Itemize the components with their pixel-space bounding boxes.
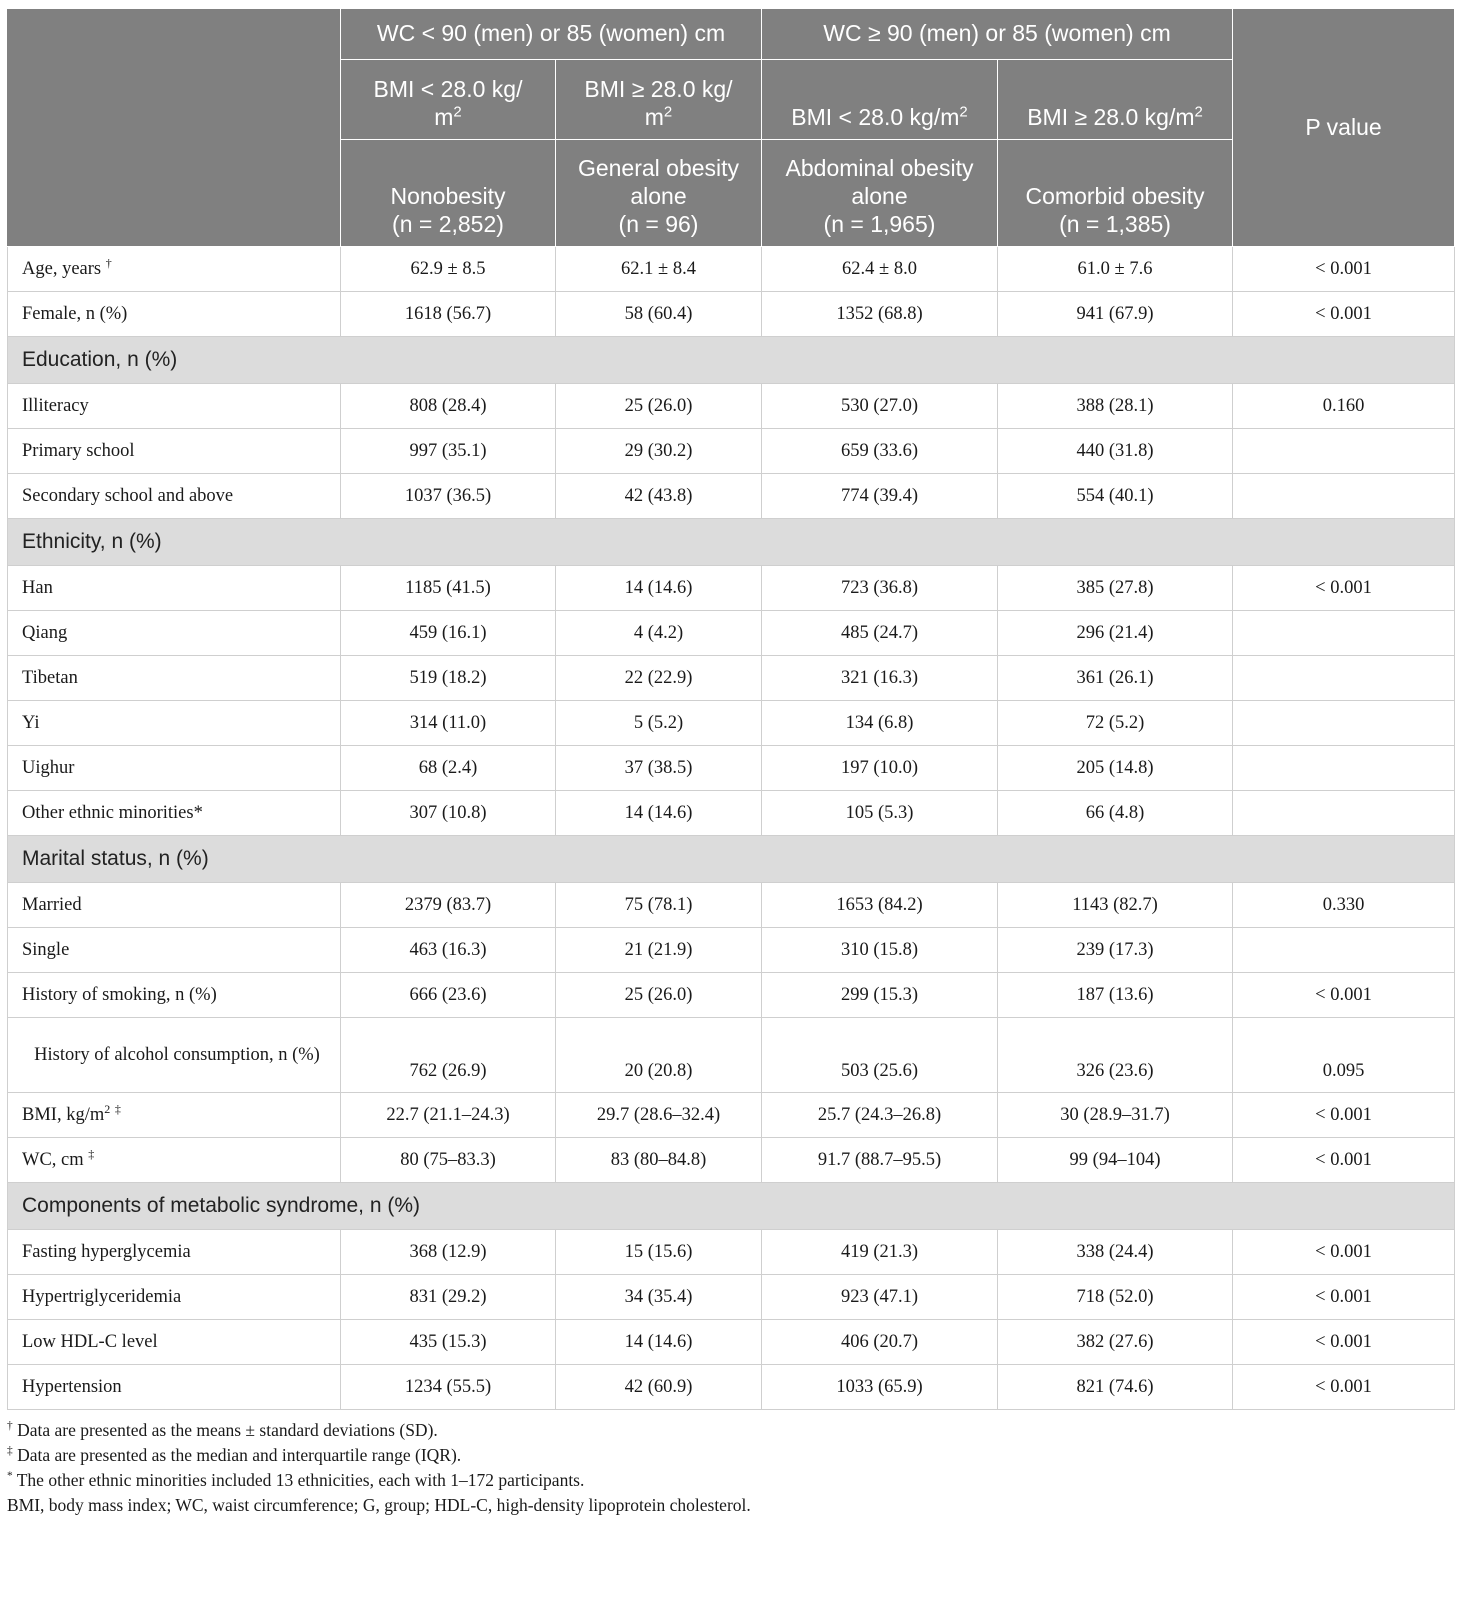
cell: 30 (28.9–31.7): [998, 1093, 1233, 1138]
cell: 61.0 ± 7.6: [998, 247, 1233, 292]
row-label: BMI, $kg/m^2$ ‡: [8, 1093, 341, 1138]
cell: 25 (26.0): [556, 973, 762, 1018]
table-row: [8, 701, 1455, 746]
table-row: [8, 1275, 1455, 1320]
cell: 485 (24.7): [762, 611, 998, 656]
cell: 503 (25.6): [762, 1018, 998, 1093]
p-cell: [1233, 928, 1455, 973]
p-cell: [1233, 701, 1455, 746]
cell: 459 (16.1): [341, 611, 556, 656]
cell: 1185 (41.5): [341, 566, 556, 611]
cell: 923 (47.1): [762, 1275, 998, 1320]
cell: 105 (5.3): [762, 791, 998, 836]
cell: 4 (4.2): [556, 611, 762, 656]
cell: 440 (31.8): [998, 429, 1233, 474]
table-row: [8, 973, 1455, 1018]
cell: 25 (26.0): [556, 384, 762, 429]
cell: 205 (14.8): [998, 746, 1233, 791]
header-p-value: P value: [1233, 9, 1455, 247]
table-footnotes: [7, 1418, 1454, 1518]
table-row: [8, 611, 1455, 656]
cell: 1033 (65.9): [762, 1365, 998, 1410]
table-row: [8, 791, 1455, 836]
row-label: Hypertriglyceridemia: [8, 1275, 341, 1320]
cell: 62.9 ± 8.5: [341, 247, 556, 292]
p-cell: < 0.001: [1233, 1320, 1455, 1365]
p-cell: < 0.001: [1233, 1230, 1455, 1275]
header-wc-low: WC < 90 (men) or 85 (women) cm: [341, 9, 762, 60]
cell: 314 (11.0): [341, 701, 556, 746]
row-label: Hypertension: [8, 1365, 341, 1410]
row-label: Tibetan: [8, 656, 341, 701]
section-title: Marital status, n (%): [8, 836, 1455, 883]
table-figure: [7, 8, 1454, 1518]
cell: 34 (35.4): [556, 1275, 762, 1320]
row-label: Single: [8, 928, 341, 973]
cell: 774 (39.4): [762, 474, 998, 519]
cell: 29.7 (28.6–32.4): [556, 1093, 762, 1138]
header-bmi-high-a: BMI ≥ 28.0 kg/ $m^2$: [556, 60, 762, 140]
p-cell: < 0.001: [1233, 1093, 1455, 1138]
cell: 723 (36.8): [762, 566, 998, 611]
row-label: Yi: [8, 701, 341, 746]
cell: 2379 (83.7): [341, 883, 556, 928]
cell: 187 (13.6): [998, 973, 1233, 1018]
p-cell: [1233, 429, 1455, 474]
cell: 762 (26.9): [341, 1018, 556, 1093]
cell: 22 (22.9): [556, 656, 762, 701]
section-header: [8, 836, 1455, 883]
cell: 68 (2.4): [341, 746, 556, 791]
table-row: [8, 746, 1455, 791]
table-row: [8, 928, 1455, 973]
cell: 1037 (36.5): [341, 474, 556, 519]
header-wc-high: WC ≥ 90 (men) or 85 (women) cm: [762, 9, 1233, 60]
cell: 134 (6.8): [762, 701, 998, 746]
cell: 666 (23.6): [341, 973, 556, 1018]
row-label: WC, cm ‡: [8, 1138, 341, 1183]
header-bmi-low-b: BMI < 28.0 $kg/m^2$: [762, 60, 998, 140]
table-row: [8, 1093, 1455, 1138]
row-label: Married: [8, 883, 341, 928]
table-row: [8, 883, 1455, 928]
cell: 22.7 (21.1–24.3): [341, 1093, 556, 1138]
p-cell: < 0.001: [1233, 247, 1455, 292]
cell: 1352 (68.8): [762, 292, 998, 337]
row-label: Qiang: [8, 611, 341, 656]
baseline-characteristics-table: [7, 8, 1455, 1410]
cell: 718 (52.0): [998, 1275, 1233, 1320]
header-group-abdominal-obesity: Abdominal obesity alone (n = 1,965): [762, 140, 998, 247]
p-cell: < 0.001: [1233, 1138, 1455, 1183]
cell: 75 (78.1): [556, 883, 762, 928]
row-label: Female, n (%): [8, 292, 341, 337]
cell: 310 (15.8): [762, 928, 998, 973]
cell: 62.1 ± 8.4: [556, 247, 762, 292]
cell: 62.4 ± 8.0: [762, 247, 998, 292]
cell: 388 (28.1): [998, 384, 1233, 429]
row-label: Han: [8, 566, 341, 611]
cell: 83 (80–84.8): [556, 1138, 762, 1183]
footnote: * The other ethnic minorities included 13 ethnicities, each with 1–172 participants.: [7, 1470, 585, 1490]
section-header: [8, 1183, 1455, 1230]
p-cell: [1233, 611, 1455, 656]
header-group-nonobesity: Nonobesity (n = 2,852): [341, 140, 556, 247]
row-label: Primary school: [8, 429, 341, 474]
footnote: † Data are presented as the means ± standard deviations (SD).: [7, 1420, 438, 1440]
cell: 37 (38.5): [556, 746, 762, 791]
cell: 361 (26.1): [998, 656, 1233, 701]
cell: 5 (5.2): [556, 701, 762, 746]
table-row: [8, 292, 1455, 337]
cell: 808 (28.4): [341, 384, 556, 429]
cell: 821 (74.6): [998, 1365, 1233, 1410]
table-header: [8, 9, 1455, 247]
section-title: Ethnicity, n (%): [8, 519, 1455, 566]
row-label: Secondary school and above: [8, 474, 341, 519]
cell: 326 (23.6): [998, 1018, 1233, 1093]
row-label: Low HDL-C level: [8, 1320, 341, 1365]
cell: 997 (35.1): [341, 429, 556, 474]
cell: 239 (17.3): [998, 928, 1233, 973]
cell: 1653 (84.2): [762, 883, 998, 928]
table-body: [8, 247, 1455, 1410]
cell: 368 (12.9): [341, 1230, 556, 1275]
p-cell: [1233, 656, 1455, 701]
cell: 419 (21.3): [762, 1230, 998, 1275]
cell: 296 (21.4): [998, 611, 1233, 656]
cell: 58 (60.4): [556, 292, 762, 337]
cell: 299 (15.3): [762, 973, 998, 1018]
row-label: Other ethnic minorities*: [8, 791, 341, 836]
header-group-comorbid-obesity: Comorbid obesity (n = 1,385): [998, 140, 1233, 247]
cell: 307 (10.8): [341, 791, 556, 836]
p-cell: < 0.001: [1233, 1275, 1455, 1320]
header-bmi-low-a: BMI < 28.0 kg/ $m^2$: [341, 60, 556, 140]
cell: 80 (75–83.3): [341, 1138, 556, 1183]
p-cell: 0.330: [1233, 883, 1455, 928]
table-row: [8, 429, 1455, 474]
cell: 831 (29.2): [341, 1275, 556, 1320]
cell: 66 (4.8): [998, 791, 1233, 836]
table-row: [8, 1138, 1455, 1183]
row-label: History of alcohol consumption, n (%): [8, 1018, 341, 1093]
cell: 941 (67.9): [998, 292, 1233, 337]
cell: 338 (24.4): [998, 1230, 1233, 1275]
p-cell: [1233, 791, 1455, 836]
header-corner: [8, 9, 341, 247]
row-label: Fasting hyperglycemia: [8, 1230, 341, 1275]
header-bmi-high-b: BMI ≥ 28.0 $kg/m^2$: [998, 60, 1233, 140]
cell: 20 (20.8): [556, 1018, 762, 1093]
p-cell: [1233, 746, 1455, 791]
cell: 42 (43.8): [556, 474, 762, 519]
p-cell: 0.095: [1233, 1018, 1455, 1093]
p-cell: 0.160: [1233, 384, 1455, 429]
row-label: Uighur: [8, 746, 341, 791]
p-cell: < 0.001: [1233, 973, 1455, 1018]
cell: 14 (14.6): [556, 566, 762, 611]
cell: 530 (27.0): [762, 384, 998, 429]
section-header: [8, 337, 1455, 384]
cell: 1234 (55.5): [341, 1365, 556, 1410]
table-row: [8, 1320, 1455, 1365]
table-row: [8, 566, 1455, 611]
cell: 435 (15.3): [341, 1320, 556, 1365]
table-row: [8, 384, 1455, 429]
cell: 321 (16.3): [762, 656, 998, 701]
cell: 29 (30.2): [556, 429, 762, 474]
table-row: [8, 247, 1455, 292]
p-cell: < 0.001: [1233, 1365, 1455, 1410]
section-title: Education, n (%): [8, 337, 1455, 384]
p-cell: [1233, 474, 1455, 519]
section-header: [8, 519, 1455, 566]
cell: 197 (10.0): [762, 746, 998, 791]
row-label: Age, years †: [8, 247, 341, 292]
cell: 519 (18.2): [341, 656, 556, 701]
header-group-general-obesity: General obesity alone (n = 96): [556, 140, 762, 247]
cell: 385 (27.8): [998, 566, 1233, 611]
section-title: Components of metabolic syndrome, n (%): [8, 1183, 1455, 1230]
cell: 72 (5.2): [998, 701, 1233, 746]
row-label: History of smoking, n (%): [8, 973, 341, 1018]
table-row: [8, 656, 1455, 701]
cell: 406 (20.7): [762, 1320, 998, 1365]
cell: 659 (33.6): [762, 429, 998, 474]
table-row: [8, 1018, 1455, 1093]
footnote: ‡ Data are presented as the median and interquartile range (IQR).: [7, 1445, 462, 1465]
table-row: [8, 474, 1455, 519]
row-label: Illiteracy: [8, 384, 341, 429]
cell: 14 (14.6): [556, 1320, 762, 1365]
table-row: [8, 1365, 1455, 1410]
cell: 15 (15.6): [556, 1230, 762, 1275]
cell: 463 (16.3): [341, 928, 556, 973]
footnote-abbreviations: BMI, body mass index; WC, waist circumference; G, group; HDL-C, high-density lipoprotein cholesterol.: [7, 1495, 751, 1515]
table-row: [8, 1230, 1455, 1275]
cell: 99 (94–104): [998, 1138, 1233, 1183]
p-cell: < 0.001: [1233, 566, 1455, 611]
cell: 554 (40.1): [998, 474, 1233, 519]
cell: 1143 (82.7): [998, 883, 1233, 928]
cell: 91.7 (88.7–95.5): [762, 1138, 998, 1183]
cell: 42 (60.9): [556, 1365, 762, 1410]
cell: 21 (21.9): [556, 928, 762, 973]
p-cell: < 0.001: [1233, 292, 1455, 337]
cell: 1618 (56.7): [341, 292, 556, 337]
cell: 25.7 (24.3–26.8): [762, 1093, 998, 1138]
cell: 382 (27.6): [998, 1320, 1233, 1365]
cell: 14 (14.6): [556, 791, 762, 836]
